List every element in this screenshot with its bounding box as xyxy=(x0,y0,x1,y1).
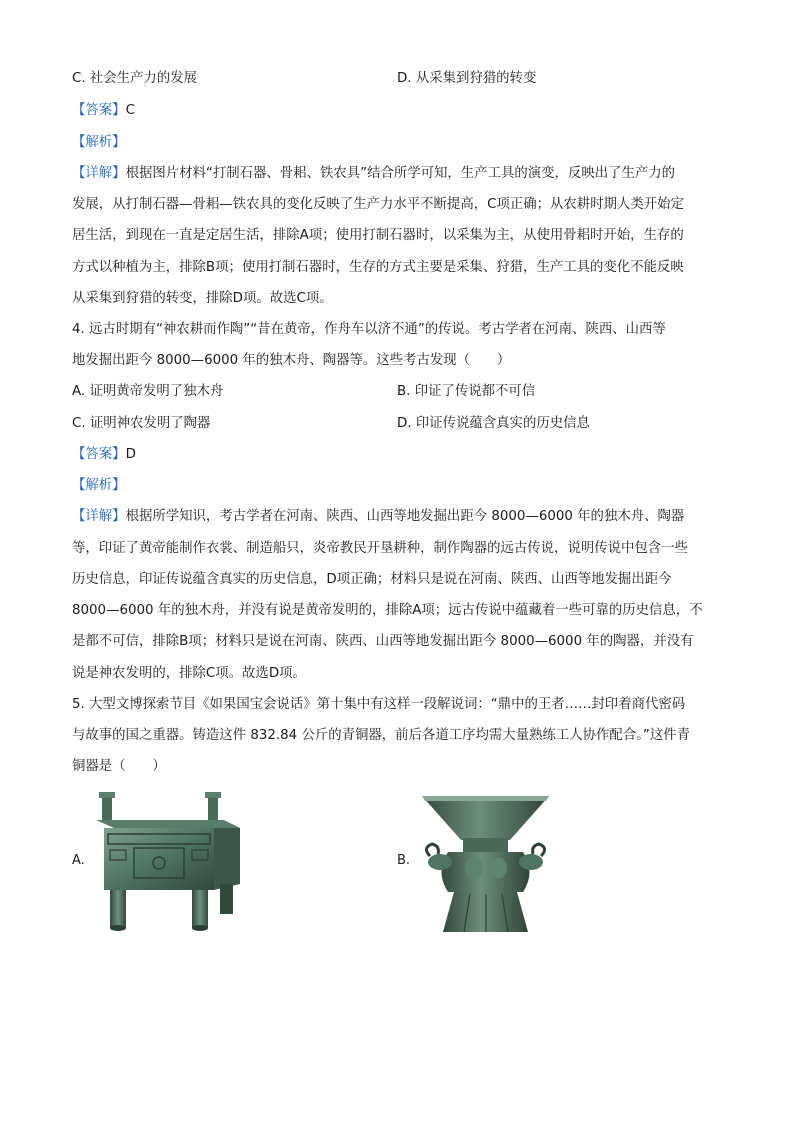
q4-analysis-tag: 【解析】 xyxy=(72,478,126,493)
q4-detail-line-6: 说是神农发明的，排除C项。故选D项。 xyxy=(72,666,306,681)
detail-tag: 【详解】 xyxy=(72,509,126,524)
q3-detail-line-3: 居生活，到现在一直是定居生活，排除A项；使用打制石器时，以采集为主，从使用骨耜时开始，生存的 xyxy=(72,228,684,243)
bronze-zun-image xyxy=(418,792,553,937)
q4-detail-line-3: 历史信息，印证传说蕴含真实的历史信息，D项正确；材料只是说在河南、陕西、山西等地发掘出距今 xyxy=(72,572,672,587)
q4-stem-line-1: 4. 远古时期有“神农耕而作陶”“昔在黄帝，作舟车以济不通”的传说。考古学者在河南、陕西、山西等 xyxy=(72,322,666,337)
q3-option-c: C. 社会生产力的发展 xyxy=(72,71,197,86)
q4-detail-line-4: 8000—6000 年的独木舟，并没有说是黄帝发明的，排除A项；远古传说中蕴藏着一些可靠的历史信息，不 xyxy=(72,603,703,618)
q3-detail-line-1 xyxy=(72,162,675,181)
detail-text: 根据图片材料“打制石器、骨耜、铁农具”结合所学可知，生产工具的演变，反映出了生产力的 xyxy=(125,166,676,181)
answer-value: D xyxy=(125,447,136,462)
answer-value: C xyxy=(125,103,135,118)
q5-stem-line-1: 5. 大型文博探索节目《如果国宝会说话》第十集中有这样一段解说词：“鼎中的王者……封印着商代密码 xyxy=(72,697,686,712)
bronze-ding-image xyxy=(96,792,246,934)
q4-detail-line-5: 是都不可信，排除B项；材料只是说在河南、陕西、山西等地发掘出距今 8000—6000 年的陶器，并没有 xyxy=(72,634,694,649)
q5-stem-line-3: 铜器是（ ） xyxy=(72,759,166,774)
q3-option-d: D. 从采集到狩猎的转变 xyxy=(397,71,537,86)
q4-detail-line-1 xyxy=(72,505,684,524)
q3-analysis-tag: 【解析】 xyxy=(72,135,126,150)
q5-option-a-label: A. xyxy=(72,853,85,868)
q4-answer xyxy=(72,443,136,462)
detail-text: 根据所学知识，考古学者在河南、陕西、山西等地发掘出距今 8000—6000 年的独木舟、陶器 xyxy=(125,509,685,524)
q4-option-d: D. 印证传说蕴含真实的历史信息 xyxy=(397,416,590,431)
answer-tag: 【答案】 xyxy=(72,103,126,118)
q3-detail-line-4: 方式以种植为主，排除B项；使用打制石器时，生存的方式主要是采集、狩猎，生产工具的变化不能反映 xyxy=(72,260,684,275)
q5-stem-line-2: 与故事的国之重器。铸造这件 832.84 公斤的青铜器，前后各道工序均需大量熟练工人协作配合。”这件青 xyxy=(72,728,691,743)
q4-option-b: B. 印证了传说都不可信 xyxy=(397,384,536,399)
q4-stem-line-2: 地发掘出距今 8000—6000 年的独木舟、陶器等。这些考古发现（ ） xyxy=(72,353,511,368)
q4-detail-line-2: 等，印证了黄帝能制作衣裳、制造船只，炎帝教民开垦耕种，制作陶器的远古传说，说明传说中包含一些 xyxy=(72,541,688,556)
q5-option-b-label: B. xyxy=(397,853,411,868)
detail-tag: 【详解】 xyxy=(72,166,126,181)
answer-tag: 【答案】 xyxy=(72,447,126,462)
q3-detail-line-5: 从采集到狩猎的转变，排除D项。故选C项。 xyxy=(72,291,333,306)
q3-detail-line-2: 发展，从打制石器—骨耜—铁农具的变化反映了生产力水平不断提高，C项正确；从农耕时期人类开始定 xyxy=(72,197,684,212)
q4-option-a: A. 证明黄帝发明了独木舟 xyxy=(72,384,224,399)
q3-answer xyxy=(72,99,135,118)
q4-option-c: C. 证明神农发明了陶器 xyxy=(72,416,211,431)
